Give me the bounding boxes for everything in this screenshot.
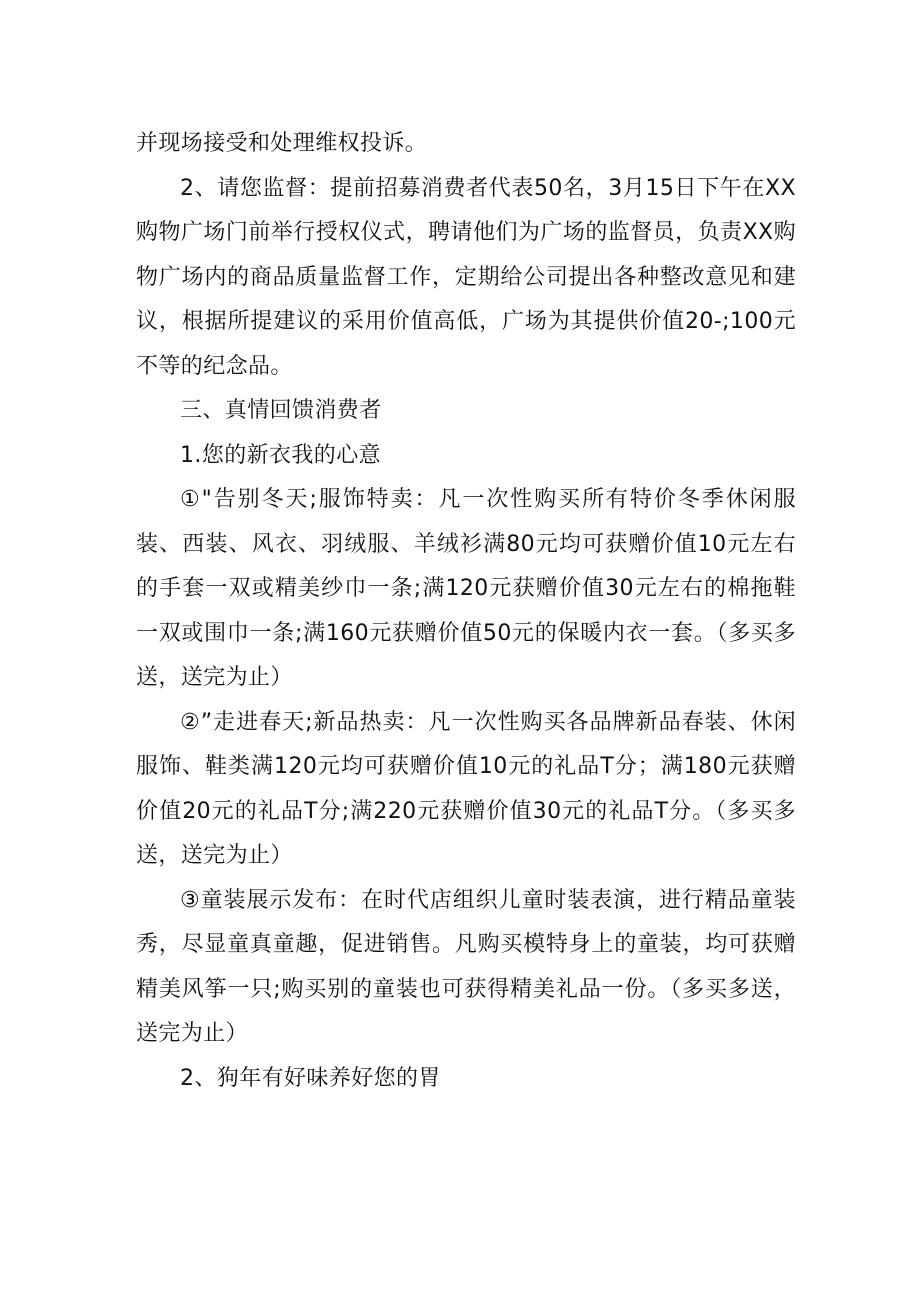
- paragraph-complaint-handling: 并现场接受和处理维权投诉。: [136, 131, 428, 156]
- section-heading-consumer-feedback: 三、真情回馈消费者: [180, 398, 382, 423]
- paragraph-winter-sale: ①"告别冬天;服饰特卖：凡一次性购买所有特价冬季休闲服装、西装、风衣、羽绒服、羊绒衫满80元均可获赠价值10元左右的手套一双或精美纱巾一条;满120元获赠价值30元左右的棉拖鞋一双或围巾一条;满160元获赠价值50元的保暖内衣一套。（多买多送，送完为止）: [136, 487, 796, 690]
- paragraph-spring-sale: ②”走进春天;新品热卖：凡一次性购买各品牌新品春装、休闲服饰、鞋类满120元均可获赠价值10元的礼品T分；满180元获赠价值20元的礼品T分;满220元获赠价值30元的礼品T分。（多买多送，送完为止）: [136, 709, 796, 868]
- paragraph-kids-fashion-show: ③童装展示发布：在时代店组织儿童时装表演，进行精品童装秀，尽显童真童趣，促进销售。凡购买模特身上的童装，均可获赠精美风筝一只;购买别的童装也可获得精美礼品一份。（多买多送，送完为止）: [136, 887, 796, 1046]
- paragraph-supervision: 2、请您监督：提前招募消费者代表50名，3月15日下午在XX购物广场门前举行授权仪式，聘请他们为广场的监督员，负责XX购物广场内的商品质量监督工作，定期给公司提出各种整改意见和建议，根据所提建议的采用价值高低，广场为其提供价值20-;100元不等的纪念品。: [136, 175, 796, 379]
- document-body: [136, 122, 796, 1101]
- subheading-new-clothes: 1.您的新衣我的心意: [180, 442, 381, 468]
- subheading-food-section: 2、狗年有好味养好您的胃: [180, 1065, 441, 1091]
